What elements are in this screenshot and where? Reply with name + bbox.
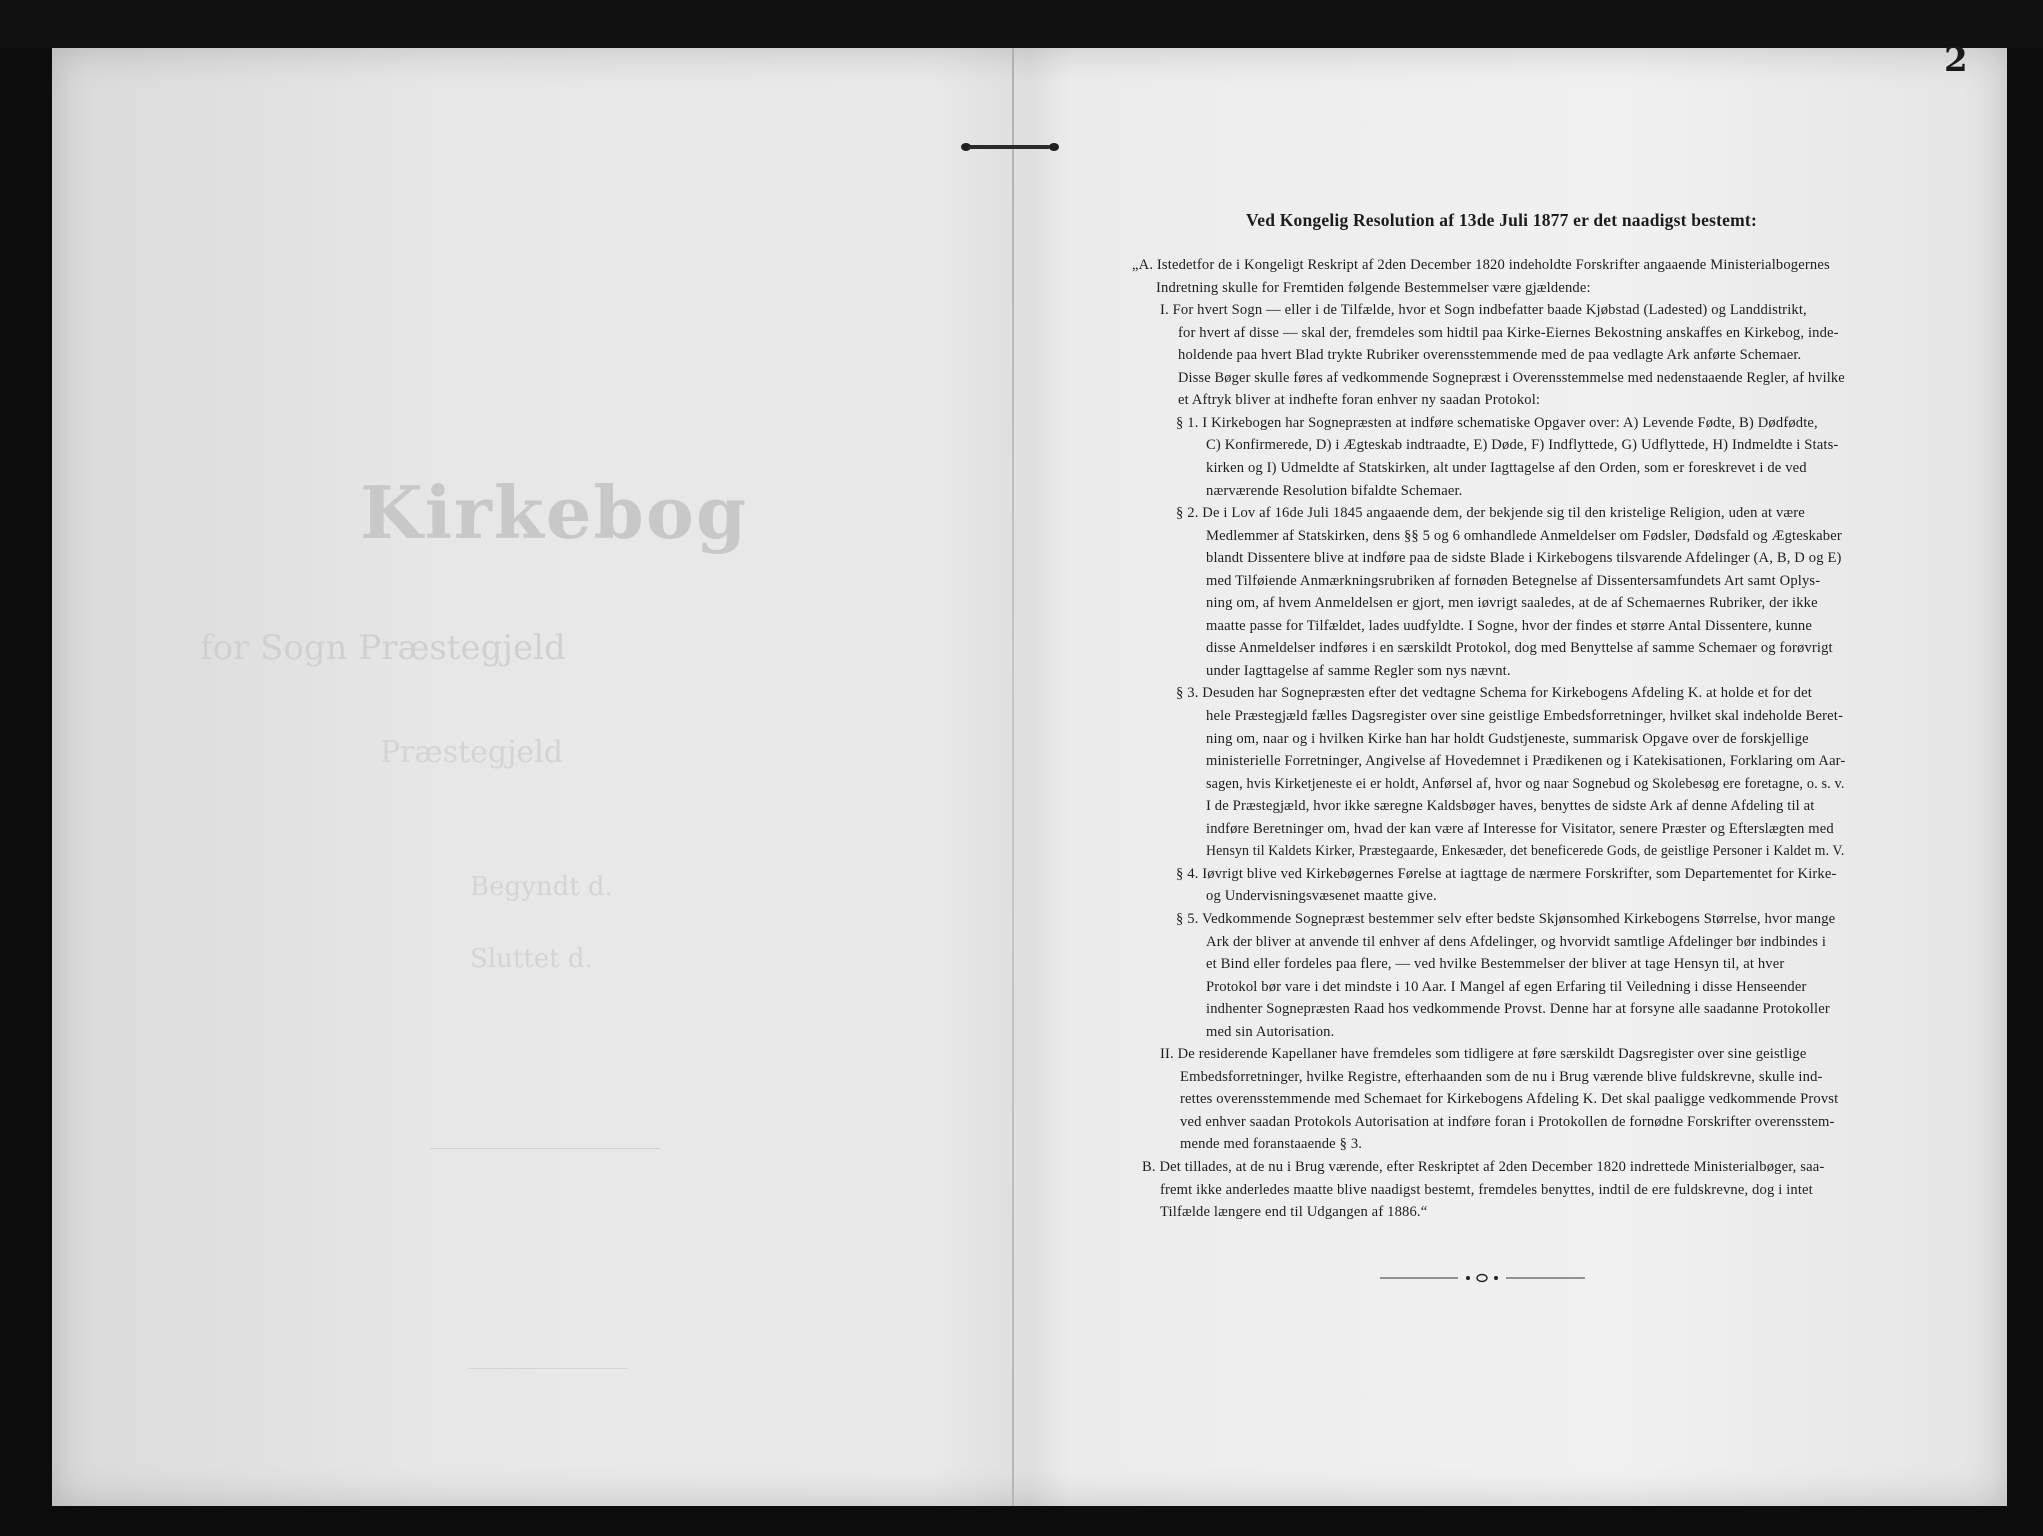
text-line: Medlemmer af Statskirken, dens §§ 5 og 6 omhandlede Anmeldelser om Fødsler, Dødsfald og Ægteskaber <box>1206 527 1842 544</box>
text-line: rettes overensstemmende med Schemaet for Kirkebogens Afdeling K. Det skal paaligge vedkommende Provst <box>1180 1091 1839 1108</box>
ghost-line1: for Sogn Præstegjeld <box>200 628 566 668</box>
resolution-heading: Ved Kongelig Resolution af 13de Juli 1877 er det naadigst bestemt: <box>1246 210 1757 230</box>
text-line: Tilfælde længere end til Udgangen af 1886.“ <box>1160 1204 1428 1221</box>
text-line: ved enhver saadan Protokols Autorisation at indføre foran i Protokollen de fornødne Forskrifter overensstem- <box>1180 1113 1835 1130</box>
ghost-line2: Præstegjeld <box>380 735 563 770</box>
text-line: § 1. I Kirkebogen har Sognepræsten at indføre schematiske Opgaver over: A) Levende Fødte, B) Dødfødte, <box>1176 414 1818 431</box>
text-line: § 5. Vedkommende Sognepræst bestemmer selv efter bedste Skjønsomhed Kirkebogens Størrelse, hvor mange <box>1176 910 1836 927</box>
text-line: Ark der bliver at anvende til enhver af dens Afdelinger, og hvorvidt samtlige Afdelinger bør indbindes i <box>1206 933 1827 950</box>
ghost-rule-bottom <box>468 1368 628 1369</box>
text-line: et Aftryk bliver at indhefte foran enhver ny saadan Protokol: <box>1178 392 1541 409</box>
text-line: for hvert af disse — skal der, fremdeles som hidtil paa Kirke-Eiernes Bekostning anskaffes en Kirkebog, inde- <box>1178 324 1839 341</box>
text-line: under Iagttagelse af samme Regler som nys nævnt. <box>1206 662 1511 679</box>
text-line: og Undervisningsvæsenet maatte give. <box>1206 888 1437 905</box>
text-line: fremt ikke anderledes maatte blive naadigst bestemt, fremdeles benyttes, indtil de ere fuldskrevne, dog i intet <box>1160 1181 1813 1198</box>
text-line: § 4. Iøvrigt blive ved Kirkebøgernes Førelse at iagttage de nærmere Forskrifter, som Departementet for Kirke- <box>1176 865 1837 882</box>
text-line: med Tilføiende Anmærkningsrubriken af fornøden Betegnelse af Dissentersamfundets Art samt Oplys- <box>1206 572 1821 589</box>
ghost-title: Kirkebog <box>360 470 749 555</box>
text-line: ning om, af hvem Anmeldelsen er gjort, men iøvrigt saaledes, at de af Schemaernes Rubriker, der ikke <box>1206 595 1818 612</box>
text-line: hele Præstegjæld fælles Dagsregister over sine geistlige Embedsforretninger, hvilket skal indeholde Beret- <box>1206 708 1844 724</box>
text-line: Disse Bøger skulle føres af vedkommende Sognepræst i Overensstemmelse med nedenstaaende Regler, af hvilke <box>1178 369 1845 386</box>
text-line: indføre Beretninger om, hvad der kan være af Interesse for Visitator, senere Præster og Efterslægten med <box>1206 820 1834 837</box>
text-line: ning om, naar og i hvilken Kirke han har holdt Gudstjeneste, summarisk Opgave over de forskjellige <box>1206 730 1809 747</box>
ghost-line4: Sluttet d. <box>470 944 593 974</box>
text-line: ministerielle Forretninger, Angivelse af Hovedemnet i Prædikenen og i Katekisationen, Forklaring om Aar- <box>1206 753 1846 770</box>
text-line: indhenter Sognepræsten Raad hos vedkommende Provst. Denne har at forsyne alle saadanne Protokoller <box>1206 1001 1830 1018</box>
text-line: et Bind eller fordeles paa flere, — ved hvilke Bestemmelser der bliver at tage Hensyn til, at hver <box>1206 956 1785 973</box>
text-line: § 2. De i Lov af 16de Juli 1845 angaaende dem, der bekjende sig til den kristelige Religion, uden at være <box>1176 505 1805 522</box>
text-line: B. Det tillades, at de nu i Brug værende, efter Reskriptet af 2den December 1820 indrettede Ministerialbøger, saa- <box>1142 1159 1825 1175</box>
text-line: Hensyn til Kaldets Kirker, Præstegaarde, Enkesæder, det beneficerede Gods, de geistlige Personer i Kaldet m. V. <box>1206 843 1845 860</box>
text-line: holdende paa hvert Blad trykte Rubriker overensstemmende med de paa vedlagte Ark anførte Schemaer. <box>1178 347 1802 364</box>
text-line: Protokol bør vare i det mindste i 10 Aar. I Mangel af egen Erfaring til Veiledning i disse Henseender <box>1206 978 1807 995</box>
text-line: kirken og I) Udmeldte af Statskirken, alt under Iagttagelse af den Orden, som er foreskrevet i de ved <box>1206 459 1807 476</box>
ornament-bottom <box>1380 1272 1585 1284</box>
ghost-rule <box>430 1148 660 1149</box>
text-line: Embedsforretninger, hvilke Registre, efterhaanden som de nu i Brug værende blive fuldskrevne, skulle ind- <box>1180 1068 1823 1085</box>
top-dark-edge <box>0 0 2043 48</box>
ornament-top <box>960 140 1060 154</box>
text-line: disse Anmeldelser indføres i en særskildt Protokol, dog med Benyttelse af samme Schemaer og forøvrigt <box>1206 640 1833 657</box>
text-line: mende med foranstaaende § 3. <box>1180 1136 1363 1153</box>
text-line: med sin Autorisation. <box>1206 1023 1335 1040</box>
text-line: nærværende Resolution bifaldte Schemaer. <box>1206 482 1463 499</box>
text-line: I. For hvert Sogn — eller i de Tilfælde, hvor et Sogn indbefatter baade Kjøbstad (Ladested) og Landdistrikt, <box>1160 302 1807 319</box>
text-line: C) Konfirmerede, D) i Ægteskab indtraadte, E) Døde, F) Indflyttede, G) Udflyttede, H) Indmeldte i Stats- <box>1206 437 1839 454</box>
text-line: sagen, hvis Kirketjeneste ei er holdt, Anførsel af, hvor og naar Sognebud og Skolebesøg ere foretagne, o. s. v. <box>1206 775 1845 792</box>
ghost-line3: Begyndt d. <box>470 872 613 902</box>
page-number: 2 <box>1944 40 1968 80</box>
book-gutter <box>1012 48 1014 1506</box>
text-line: II. De residerende Kapellaner have fremdeles som tidligere at føre særskildt Dagsregister over sine geistlige <box>1160 1046 1807 1063</box>
text-line: I de Præstegjæld, hvor ikke særegne Kaldsbøger haves, benyttes de sidste Ark af denne Afdeling til at <box>1206 798 1815 815</box>
text-line: maatte passe for Tilfældet, lades uudfyldte. I Sogne, hvor der findes et større Antal Dissentere, kunne <box>1206 617 1812 634</box>
text-line: „A. Istedetfor de i Kongeligt Reskript af 2den December 1820 indeholdte Forskrifter angaaende Ministerialbogernes <box>1132 257 1830 273</box>
text-line: § 3. Desuden har Sognepræsten efter det vedtagne Schema for Kirkebogens Afdeling K. at holde et for det <box>1176 685 1812 702</box>
text-line: blandt Dissentere blive at indføre paa de sidste Blade i Kirkebogens tilsvarende Afdelinger (A, B, D og E) <box>1206 550 1842 567</box>
text-line: Indretning skulle for Fremtiden følgende Bestemmelser være gjældende: <box>1156 279 1591 296</box>
